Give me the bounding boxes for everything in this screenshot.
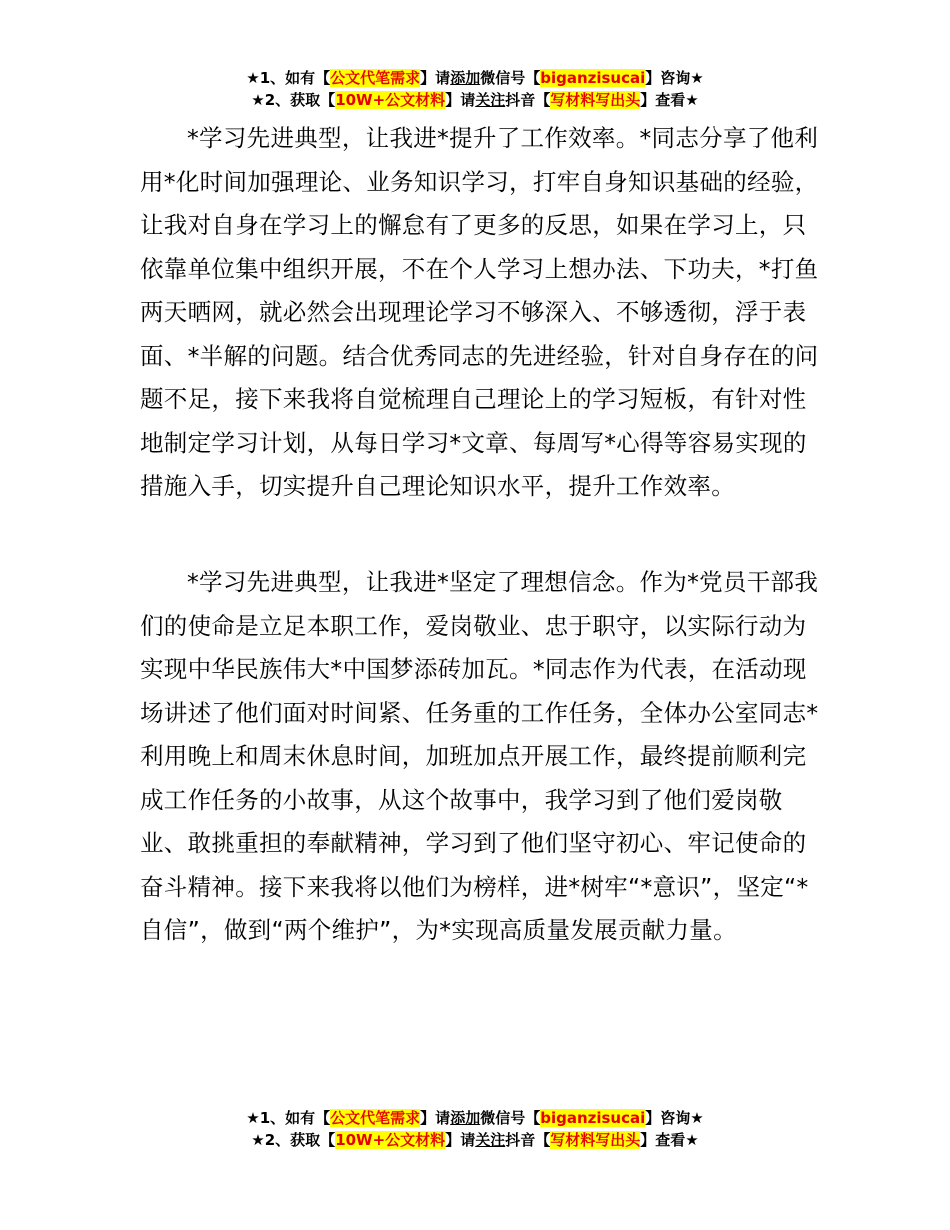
banner-text: 微信号【 bbox=[480, 1109, 541, 1127]
banner-text: 】查看★ bbox=[640, 91, 699, 109]
banner-text: 微信号【 bbox=[480, 69, 541, 87]
banner-line-1 bbox=[0, 1107, 950, 1129]
highlight-douyin-id: 写材料写出头 bbox=[550, 91, 641, 109]
body-paragraph-1: *学习先进典型，让我进*提升了工作效率。*同志分享了他利用*化时间加强理论、业务知识学习，打牢自身知识基础的经验，让我对自身在学习上的懈怠有了更多的反思，如果在学习上，只依靠单位集中组织开展，不在个人学习上想办法、下功夫，*打鱼两天晒网，就必然会出现理论学习不够深入、不够透彻，浮于表面、*半解的问题。结合优秀同志的先进经验，针对自身存在的问题不足，接下来我将自觉梳理自己理论上的学习短板，有针对性地制定学习计划，从每日学习*文章、每周写*心得等容易实现的措施入手，切实提升自己理论知识水平，提升工作效率。 bbox=[140, 124, 819, 500]
underlined-text: 添加 bbox=[450, 1109, 481, 1127]
banner-text: ★1、如有【 bbox=[246, 69, 331, 87]
header-banner bbox=[0, 67, 950, 111]
banner-text: ★1、如有【 bbox=[246, 1109, 331, 1127]
banner-text: 】咨询★ bbox=[645, 69, 704, 87]
banner-line-2 bbox=[0, 89, 950, 111]
body-paragraph-2: *学习先进典型，让我进*坚定了理想信念。作为*党员干部我们的使命是立足本职工作，爱岗敬业、忠于职守，以实际行动为实现中华民族伟大*中国梦添砖加瓦。*同志作为代表，在活动现场讲述了他们面对时间紧、任务重的工作任务，全体办公室同志*利用晚上和周末休息时间，加班加点开展工作，最终提前顺利完成工作任务的小故事，从这个故事中，我学习到了他们爱岗敬业、敢挑重担的奉献精神，学习到了他们坚守初心、牢记使命的奋斗精神。接下来我将以他们为榜样，进*树牢“*意识”，坚定“*自信”，做到“两个维护”，为*实现高质量发展贡献力量。 bbox=[140, 568, 819, 944]
banner-text: 】请 bbox=[445, 1131, 476, 1149]
highlight-service: 公文代笔需求 bbox=[330, 1109, 421, 1127]
footer-banner bbox=[0, 1107, 950, 1151]
highlight-materials: 10W+公文材料 bbox=[335, 1131, 446, 1149]
banner-text: 】请 bbox=[420, 1109, 451, 1127]
underlined-text: 添加 bbox=[450, 69, 481, 87]
banner-text: ★2、获取【 bbox=[251, 91, 336, 109]
banner-text: 】查看★ bbox=[640, 1131, 699, 1149]
banner-text: 】咨询★ bbox=[645, 1109, 704, 1127]
banner-line-1 bbox=[0, 67, 950, 89]
highlight-douyin-id: 写材料写出头 bbox=[550, 1131, 641, 1149]
highlight-wechat-id: biganzisucai bbox=[540, 69, 646, 87]
banner-text: 】请 bbox=[420, 69, 451, 87]
highlight-materials: 10W+公文材料 bbox=[335, 91, 446, 109]
highlight-wechat-id: biganzisucai bbox=[540, 1109, 646, 1127]
banner-text: 】请 bbox=[445, 91, 476, 109]
banner-text: 抖音【 bbox=[505, 1131, 551, 1149]
banner-line-2 bbox=[0, 1129, 950, 1151]
banner-text: 抖音【 bbox=[505, 91, 551, 109]
underlined-text: 关注 bbox=[475, 91, 506, 109]
highlight-service: 公文代笔需求 bbox=[330, 69, 421, 87]
underlined-text: 关注 bbox=[475, 1131, 506, 1149]
banner-text: ★2、获取【 bbox=[251, 1131, 336, 1149]
